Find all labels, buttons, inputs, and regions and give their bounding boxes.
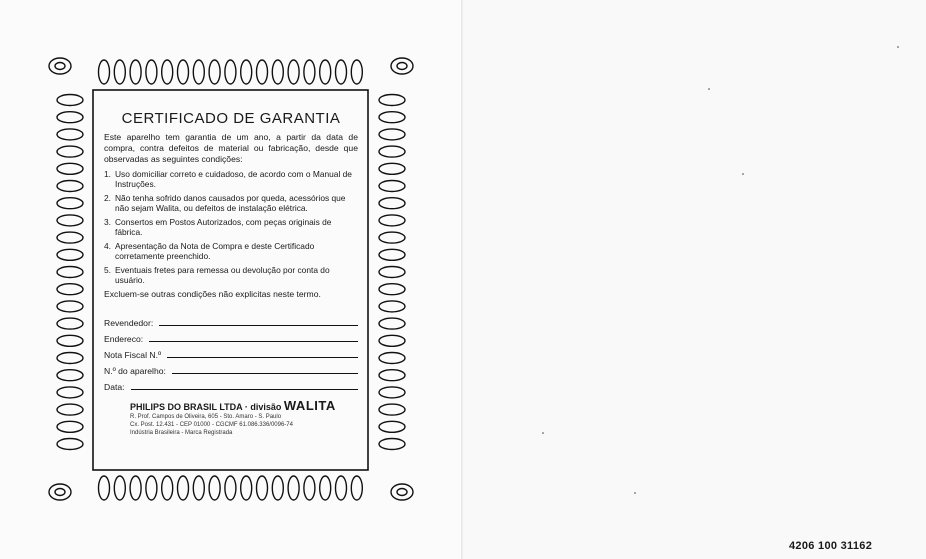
border-loop — [351, 476, 362, 500]
border-loop — [272, 476, 283, 500]
document-code: 4206 100 31162 — [789, 540, 873, 552]
condition-item — [104, 241, 358, 261]
field-label: Nota Fiscal N.º — [104, 350, 162, 360]
address-line: Cx. Post. 12.431 - CEP 01000 - CGCMF 61.086.336/0096-74 — [130, 422, 293, 428]
border-loop — [320, 476, 331, 500]
border-loop — [99, 476, 110, 500]
border-loop — [379, 249, 405, 260]
condition-item — [104, 217, 358, 237]
border-loop — [397, 489, 407, 496]
reseller-field — [104, 312, 358, 328]
condition-number: 2. — [104, 193, 111, 203]
border-loop — [379, 95, 405, 106]
border-loop — [391, 58, 413, 74]
border-loop — [304, 476, 315, 500]
border-loop — [288, 476, 299, 500]
condition-number: 5. — [104, 265, 111, 275]
border-loop — [162, 60, 173, 84]
border-loop — [379, 112, 405, 123]
border-loop — [351, 60, 362, 84]
border-loop — [57, 387, 83, 398]
border-loop — [379, 198, 405, 209]
border-loop — [57, 232, 83, 243]
date-field — [104, 376, 358, 392]
field-label: Revendedor: — [104, 318, 154, 328]
brand-name: WALITA — [283, 398, 336, 413]
condition-text: Consertos em Postos Autorizados, com peças originais de fábrica. — [115, 217, 332, 237]
field-label: Endereco: — [104, 334, 144, 344]
border-loop — [336, 60, 347, 84]
condition-number: 1. — [104, 169, 111, 179]
border-loop — [57, 284, 83, 295]
field-blank-line — [149, 341, 358, 342]
condition-item — [104, 169, 358, 189]
address-line: Indústria Brasileira - Marca Registrada — [130, 430, 233, 436]
intro-text: Este aparelho tem garantia de um ano, a partir da data de compra, contra defeitos de material ou fabricação, desde que observadas as seguintes condições: — [104, 132, 358, 164]
border-loop — [379, 421, 405, 432]
border-loop — [130, 60, 141, 84]
condition-text: Eventuais fretes para remessa ou devolução por conta do usuário. — [115, 265, 330, 285]
certificate-title: CERTIFICADO DE GARANTIA — [121, 110, 341, 127]
field-blank-line — [131, 389, 358, 390]
invoice-number-field — [104, 344, 358, 360]
border-loop — [99, 60, 110, 84]
border-loop — [241, 60, 252, 84]
border-loop — [379, 129, 405, 140]
border-loop — [391, 484, 413, 500]
border-loop — [178, 476, 189, 500]
border-loop — [209, 60, 220, 84]
border-loop — [379, 267, 405, 278]
border-loop — [257, 476, 268, 500]
condition-item — [104, 265, 358, 285]
border-loop — [193, 476, 204, 500]
field-label: N.º do aparelho: — [104, 366, 166, 376]
condition-number: 3. — [104, 217, 111, 227]
device-number-field — [104, 360, 358, 376]
field-label: Data: — [104, 382, 125, 392]
border-loop — [146, 476, 157, 500]
border-loop — [57, 112, 83, 123]
border-loop — [114, 476, 125, 500]
field-blank-line — [167, 357, 358, 358]
border-loop — [397, 63, 407, 70]
border-loop — [146, 60, 157, 84]
border-loop — [379, 318, 405, 329]
border-loop — [57, 198, 83, 209]
address-field — [104, 328, 358, 344]
border-loop — [241, 476, 252, 500]
border-loop — [379, 387, 405, 398]
border-loop — [57, 267, 83, 278]
border-loop — [336, 476, 347, 500]
company-block — [130, 398, 358, 437]
form-fields — [104, 312, 358, 392]
paper-speck — [897, 46, 899, 48]
border-loop — [57, 318, 83, 329]
border-loop — [57, 439, 83, 450]
border-loop — [57, 129, 83, 140]
border-loop — [57, 353, 83, 364]
border-loop — [57, 335, 83, 346]
address-line: R. Prof. Campos de Oliveira, 605 - Sto. Amaro - S. Paulo — [130, 414, 282, 420]
border-loop — [178, 60, 189, 84]
condition-number: 4. — [104, 241, 111, 251]
border-loop — [225, 476, 236, 500]
border-loop — [49, 58, 71, 74]
border-loop — [57, 421, 83, 432]
border-loop — [379, 370, 405, 381]
paper-speck — [742, 173, 744, 175]
border-loop — [379, 404, 405, 415]
border-loop — [162, 476, 173, 500]
border-loop — [379, 284, 405, 295]
border-loop — [57, 146, 83, 157]
border-loop — [379, 163, 405, 174]
border-loop — [379, 181, 405, 192]
conditions-list — [104, 169, 358, 285]
border-loop — [209, 476, 220, 500]
border-loop — [57, 404, 83, 415]
border-loop — [379, 335, 405, 346]
right-page — [462, 0, 926, 559]
border-loop — [49, 484, 71, 500]
border-loop — [379, 232, 405, 243]
border-loop — [57, 95, 83, 106]
border-loop — [257, 60, 268, 84]
border-loop — [193, 60, 204, 84]
border-loop — [57, 249, 83, 260]
border-loop — [379, 301, 405, 312]
border-loop — [57, 215, 83, 226]
border-loop — [114, 60, 125, 84]
border-loop — [57, 163, 83, 174]
closing-text: Excluem-se outras condições não explicitas neste termo. — [104, 289, 321, 299]
condition-text: Não tenha sofrido danos causados por queda, acessórios que não sejam Walita, ou defeitos de instalação elétrica. — [115, 193, 346, 213]
paper-speck — [634, 492, 636, 494]
company-line — [130, 398, 358, 413]
border-loop — [130, 476, 141, 500]
condition-text: Apresentação da Nota de Compra e deste Certificado corretamente preenchido. — [115, 241, 315, 261]
company-name: PHILIPS DO BRASIL LTDA · divisão — [130, 402, 282, 412]
border-loop — [272, 60, 283, 84]
border-loop — [57, 181, 83, 192]
border-loop — [288, 60, 299, 84]
border-loop — [379, 215, 405, 226]
border-loop — [379, 439, 405, 450]
border-loop — [55, 489, 65, 496]
border-loop — [379, 353, 405, 364]
border-loop — [320, 60, 331, 84]
condition-text: Uso domiciliar correto e cuidadoso, de acordo com o Manual de Instruções. — [115, 169, 352, 189]
border-loop — [55, 63, 65, 70]
warranty-certificate — [104, 110, 358, 437]
field-blank-line — [159, 325, 358, 326]
paper-speck — [708, 88, 710, 90]
paper-speck — [542, 432, 544, 434]
border-loop — [57, 301, 83, 312]
field-blank-line — [172, 373, 358, 374]
border-loop — [57, 370, 83, 381]
border-loop — [304, 60, 315, 84]
condition-item — [104, 193, 358, 213]
border-loop — [379, 146, 405, 157]
border-loop — [225, 60, 236, 84]
